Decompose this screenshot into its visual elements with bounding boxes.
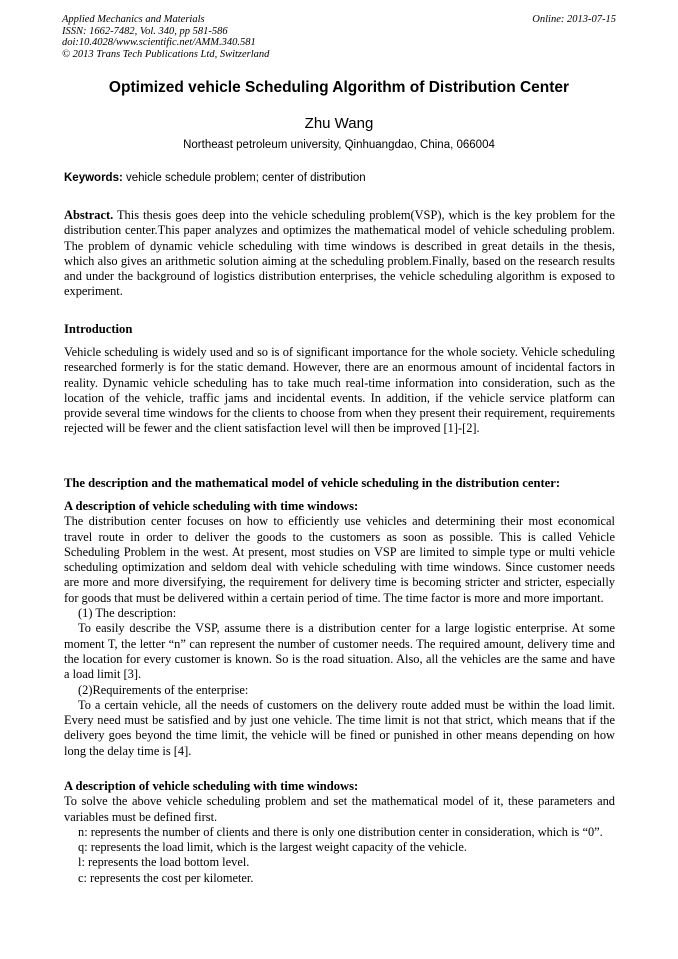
item-1-text: To easily describe the VSP, assume there is a distribution center for a large logistic enterprise. At some moment T, the letter “n” can represent the number of customer needs. The required amount, delivery time and the location for every customer is known. So is the road situation. Also, all the vehicles are the same and have a load limit [3]. xyxy=(64,621,615,682)
subsection-1-heading: A description of vehicle scheduling with time windows: xyxy=(64,499,359,513)
subsection-1 xyxy=(64,499,615,759)
introduction-body xyxy=(64,345,615,437)
journal-name: Applied Mechanics and Materials xyxy=(62,14,205,25)
keywords xyxy=(64,172,366,184)
subsection-2-paragraph: To solve the above vehicle scheduling problem and set the mathematical model of it, these parameters and variables must be defined first. xyxy=(64,794,615,824)
subsection-2-heading: A description of vehicle scheduling with time windows: xyxy=(64,779,359,793)
definition-n: n: represents the number of clients and there is only one distribution center in consideration, which is “0”. xyxy=(78,824,603,839)
section-heading: The description and the mathematical model of vehicle scheduling in the distribution center: xyxy=(64,476,561,490)
keywords-text: vehicle schedule problem; center of distribution xyxy=(122,172,366,184)
item-2-label: (2)Requirements of the enterprise: xyxy=(78,682,249,697)
journal-doi: doi:10.4028/www.scientific.net/AMM.340.581 xyxy=(62,37,256,48)
abstract-text: This thesis goes deep into the vehicle scheduling problem(VSP), which is the key problem for the distribution center.This paper analyzes and optimizes the mathematical model of vehicle scheduling problem. The problem of dynamic vehicle scheduling with time windows is described in great details in the thesis, which also gives an arithmetic solution aiming at the scheduling problem.Finally, based on the research results and under the background of logistics distribution enterprises, the vehicle scheduling algorithm is exposed to experiment. xyxy=(64,208,615,299)
definition-q: q: represents the load limit, which is the largest weight capacity of the vehicle. xyxy=(78,840,467,855)
journal-header xyxy=(62,14,616,60)
author-name: Zhu Wang xyxy=(304,115,374,132)
keywords-label: Keywords: xyxy=(64,172,123,184)
journal-copyright: © 2013 Trans Tech Publications Ltd, Switzerland xyxy=(62,48,270,60)
introduction-heading: Introduction xyxy=(64,322,133,336)
abstract-label: Abstract. xyxy=(64,208,114,222)
definition-l: l: represents the load bottom level. xyxy=(78,855,250,870)
introduction-paragraph: Vehicle scheduling is widely used and so is of significant importance for the whole society. Vehicle scheduling researched formerly is for the static demand. However, there are an enormous amount of incidental factors in reality. Dynamic vehicle scheduling has to take much real-time information into consideration, such as the location of the vehicle, traffic jams and incidental events. In addition, if the vehicle service platform can provide several time windows for the clients to choose from when they present their requirement, requirements rejected will be fewer and the client satisfaction level will then be improved [1]-[2]. xyxy=(64,345,615,436)
journal-issn: ISSN: 1662-7482, Vol. 340, pp 581-586 xyxy=(62,25,228,37)
item-1-label: (1) The description: xyxy=(78,606,177,621)
paper-title: Optimized vehicle Scheduling Algorithm of Distribution Center xyxy=(108,79,570,96)
subsection-2 xyxy=(64,779,615,886)
online-date: Online: 2013-07-15 xyxy=(532,14,616,25)
definition-c: c: represents the cost per kilometer. xyxy=(78,870,254,885)
author-affiliation: Northeast petroleum university, Qinhuangdao, China, 066004 xyxy=(183,139,495,151)
abstract xyxy=(64,208,615,300)
item-2-text: To a certain vehicle, all the needs of customers on the delivery route added must be within the load limit. Every need must be satisfied and by just one vehicle. The time limit is not that strict, which means that if the delivery goes beyond the time limit, the vehicle will be fined or punished in other means depending on how long the delay time is [4]. xyxy=(64,697,615,758)
subsection-1-paragraph: The distribution center focuses on how to efficiently use vehicles and determining their most economical travel route in order to deliver the goods to the customers as soon as possible. This is called Vehicle Scheduling Problem in the west. At present, most studies on VSP are limited to simple type or multi vehicle scheduling optimization and seldom deal with vehicle scheduling with time windows. Since customer needs are more and more diversifying, the requirement for delivery time is becoming stricter and stricter, especially for goods that must be delivered within a certain period of time. The time factor is more and more important. xyxy=(64,514,615,605)
